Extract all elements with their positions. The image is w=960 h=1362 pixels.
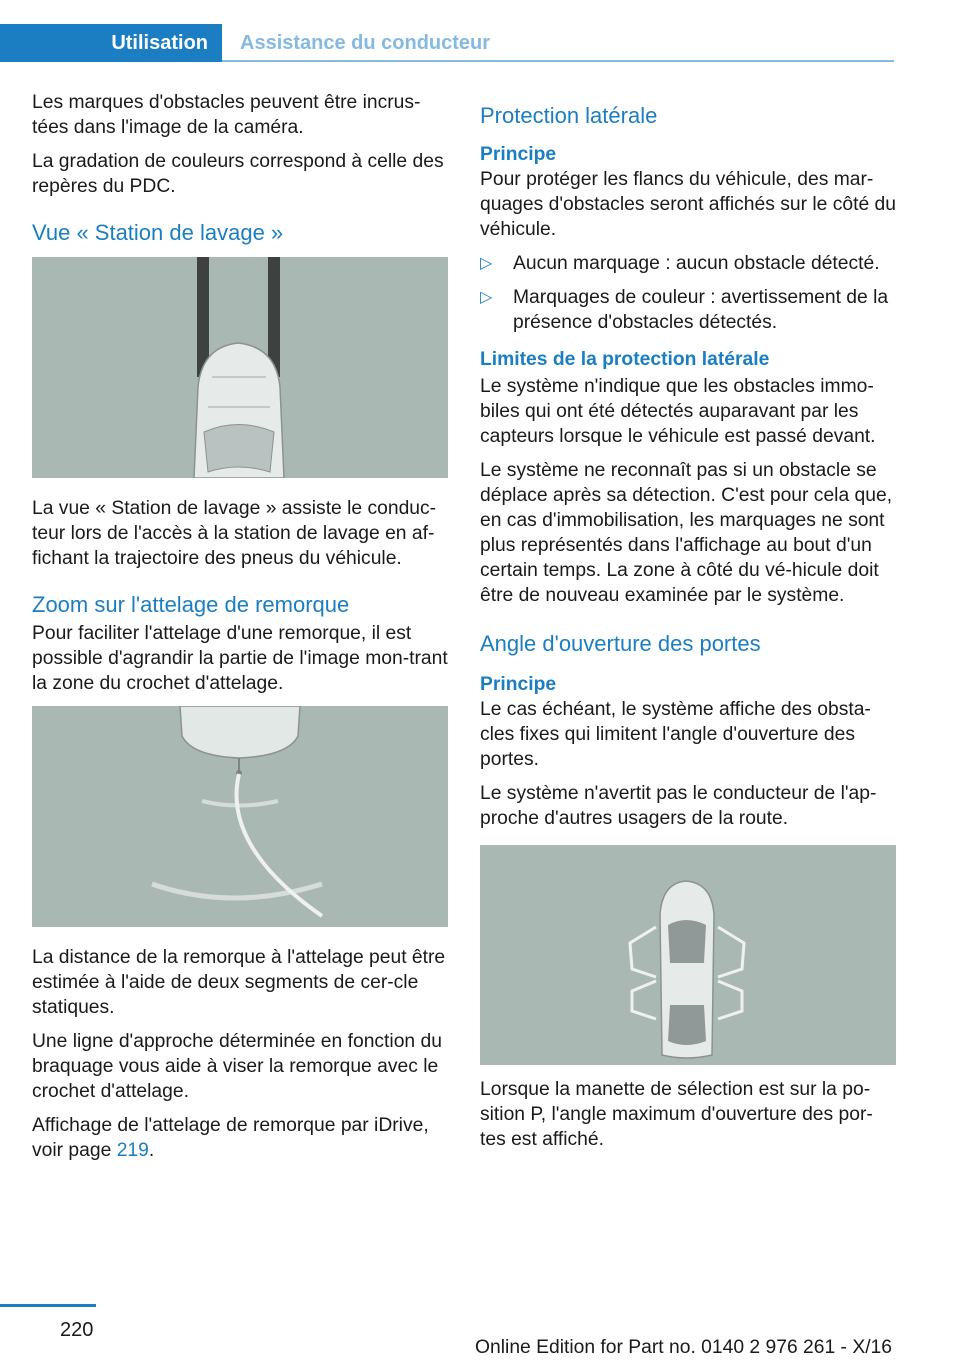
car-wash-illustration: [32, 257, 448, 478]
ref-end: .: [148, 1140, 155, 1161]
tab-utilisation[interactable]: Utilisation: [0, 24, 222, 62]
footer-rule: [0, 1304, 96, 1307]
paragraph: Le système n'indique que les obstacles immo-biles qui ont été détectés auparavant par les capteurs lorsque le véhicule est passé devant.: [480, 376, 876, 447]
door-angle-figure: [480, 845, 896, 1065]
bullet-icon: ▷: [480, 289, 493, 306]
subheading-principle: Principe: [480, 674, 557, 695]
paragraph: Une ligne d'approche déterminée en fonction du braquage vous aide à viser la remorque avec le crochet d'attelage.: [32, 1031, 442, 1102]
page-link[interactable]: 219: [116, 1140, 149, 1161]
paragraph: Le système n'avertit pas le conducteur de l'ap-proche d'autres usagers de la route.: [480, 783, 877, 829]
list-item: [480, 251, 896, 276]
paragraph: Pour protéger les flancs du véhicule, des mar-quages d'obstacles seront affichés sur le côté du véhicule.: [480, 169, 896, 240]
paragraph: Pour faciliter l'attelage d'une remorque, il est possible d'agrandir la partie de l'image mon-trant la zone du crochet d'attelage.: [32, 623, 448, 694]
trailer-zoom-figure: [32, 706, 448, 927]
paragraph: Le système ne reconnaît pas si un obstacle se déplace après sa détection. C'est pour cela que, en cas d'immobilisation, les marquages ne sont plus représentés dans l'affichage au bout d'un certain temps. La zone à côté du vé-hicule doit être de nouveau examinée par le système.: [480, 460, 893, 606]
door-angle-illustration: [480, 845, 896, 1065]
paragraph: La gradation de couleurs correspond à celle des repères du PDC.: [32, 151, 444, 197]
right-column: [480, 90, 896, 1161]
list-item: [480, 285, 896, 335]
tab-assistance[interactable]: Assistance du conducteur: [240, 32, 491, 54]
paragraph: Lorsque la manette de sélection est sur la po-sition P, l'angle maximum d'ouverture des por-tes est affiché.: [480, 1079, 873, 1150]
paragraph: Le cas échéant, le système affiche des obsta-cles fixes qui limitent l'angle d'ouverture des portes.: [480, 699, 871, 770]
heading-trailer-zoom: Zoom sur l'attelage de remorque: [32, 592, 350, 617]
paragraph: La vue « Station de lavage » assiste le conduc-teur lors de l'accès à la station de lavage en af-fichant la trajectoire des pneus du véhicule.: [32, 498, 437, 569]
paragraph: Les marques d'obstacles peuvent être incrus-tées dans l'image de la caméra.: [32, 92, 421, 138]
header: [0, 24, 894, 62]
heading-side-protection: Protection latérale: [480, 103, 658, 128]
heading-car-wash-view: Vue « Station de lavage »: [32, 220, 284, 245]
trailer-hitch-illustration: [32, 706, 448, 927]
header-rule: [222, 60, 894, 62]
page-number: 220: [60, 1319, 94, 1341]
bullet-icon: ▷: [480, 255, 493, 272]
list-item-text: Marquages de couleur : avertissement de la présence d'obstacles détectés.: [513, 287, 889, 333]
ref-text: Affichage de l'attelage de remorque par iDrive, voir page: [32, 1115, 429, 1161]
heading-door-angle: Angle d'ouverture des portes: [480, 631, 761, 656]
subheading-limits: Limites de la protection latérale: [480, 349, 770, 370]
car-wash-figure: [32, 257, 448, 478]
paragraph: La distance de la remorque à l'attelage peut être estimée à l'aide de deux segments de cer-cle statiques.: [32, 947, 446, 1018]
paragraph-ref: [32, 1113, 448, 1163]
left-column: [32, 90, 448, 1172]
subheading-principle: Principe: [480, 144, 557, 165]
edition-note: Online Edition for Part no. 0140 2 976 261 - X/16: [475, 1337, 892, 1358]
bullet-list: [480, 251, 896, 335]
list-item-text: Aucun marquage : aucun obstacle détecté.: [513, 253, 880, 274]
